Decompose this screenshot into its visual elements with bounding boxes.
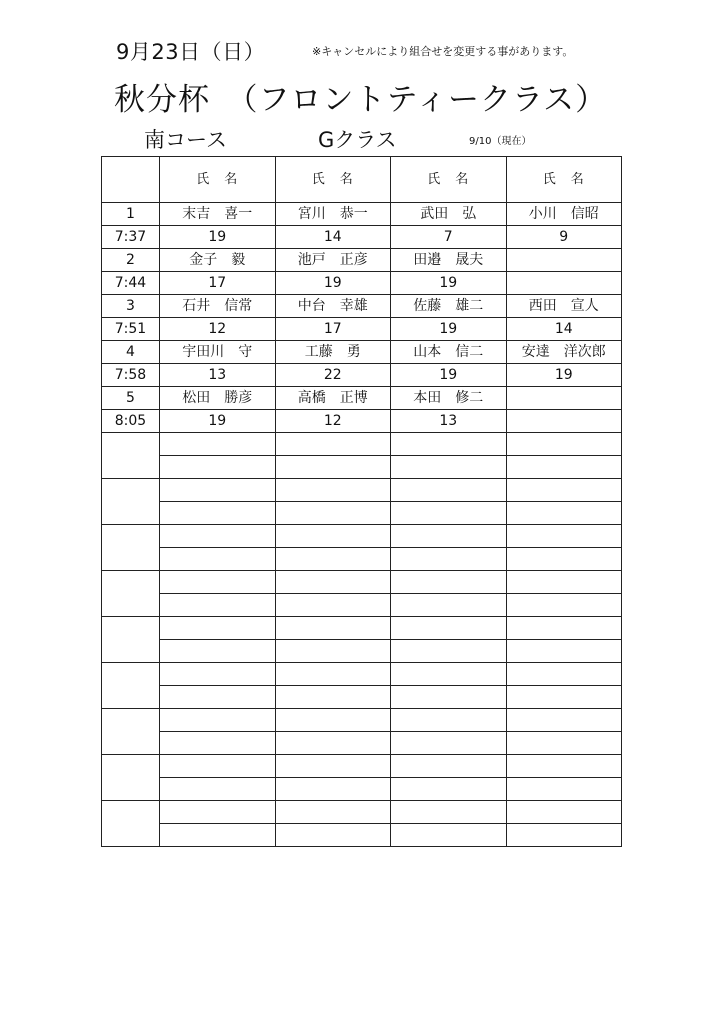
player-handicap: 14 xyxy=(275,226,391,249)
group-name-row xyxy=(102,709,622,732)
player-handicap xyxy=(506,272,622,295)
group-name-row xyxy=(102,341,622,364)
player-handicap xyxy=(160,502,276,525)
group-name-row xyxy=(102,203,622,226)
group-name-row xyxy=(102,525,622,548)
player-handicap xyxy=(275,594,391,617)
player-name xyxy=(391,433,507,456)
tee-time xyxy=(102,548,160,571)
player-name xyxy=(506,479,622,502)
group-number: 3 xyxy=(102,295,160,318)
player-name: 安達 洋次郎 xyxy=(506,341,622,364)
player-name xyxy=(391,617,507,640)
tee-time xyxy=(102,502,160,525)
header-row xyxy=(102,157,622,203)
group-number xyxy=(102,571,160,594)
player-name xyxy=(275,663,391,686)
player-handicap xyxy=(275,640,391,663)
player-handicap: 13 xyxy=(391,410,507,433)
name-header: 氏 名 xyxy=(506,157,622,203)
player-name xyxy=(160,709,276,732)
player-name xyxy=(275,709,391,732)
group-number xyxy=(102,617,160,640)
player-handicap: 19 xyxy=(275,272,391,295)
player-name: 高橋 正博 xyxy=(275,387,391,410)
group-name-row xyxy=(102,479,622,502)
player-handicap: 19 xyxy=(160,410,276,433)
player-name: 本田 修二 xyxy=(391,387,507,410)
player-handicap xyxy=(275,686,391,709)
player-handicap xyxy=(506,640,622,663)
player-name xyxy=(391,709,507,732)
player-name xyxy=(275,617,391,640)
player-name xyxy=(391,801,507,824)
player-handicap: 7 xyxy=(391,226,507,249)
name-header: 氏 名 xyxy=(391,157,507,203)
group-number xyxy=(102,663,160,686)
group-handicap-row xyxy=(102,824,622,847)
group-number xyxy=(102,525,160,548)
player-handicap: 9 xyxy=(506,226,622,249)
group-handicap-row xyxy=(102,502,622,525)
player-handicap: 14 xyxy=(506,318,622,341)
player-handicap xyxy=(160,640,276,663)
event-date: 9月23日（日） xyxy=(116,40,266,64)
name-header: 氏 名 xyxy=(275,157,391,203)
player-name: 池戸 正彦 xyxy=(275,249,391,272)
player-handicap xyxy=(506,548,622,571)
player-name xyxy=(506,755,622,778)
player-name: 小川 信昭 xyxy=(506,203,622,226)
player-handicap: 12 xyxy=(275,410,391,433)
player-name: 中台 幸雄 xyxy=(275,295,391,318)
group-handicap-row xyxy=(102,410,622,433)
player-name xyxy=(160,433,276,456)
group-handicap-row xyxy=(102,686,622,709)
course-name: 南コース xyxy=(144,128,227,152)
group-handicap-row xyxy=(102,318,622,341)
player-name xyxy=(391,755,507,778)
tee-time xyxy=(102,824,160,847)
group-handicap-row xyxy=(102,364,622,387)
tee-time: 7:58 xyxy=(102,364,160,387)
tee-time xyxy=(102,640,160,663)
player-handicap xyxy=(506,824,622,847)
player-name xyxy=(275,571,391,594)
player-handicap xyxy=(506,686,622,709)
group-handicap-row xyxy=(102,778,622,801)
player-name: 西田 宣人 xyxy=(506,295,622,318)
player-handicap xyxy=(275,456,391,479)
player-name: 金子 毅 xyxy=(160,249,276,272)
player-handicap: 19 xyxy=(160,226,276,249)
player-handicap: 12 xyxy=(160,318,276,341)
tee-time xyxy=(102,732,160,755)
group-name-row xyxy=(102,295,622,318)
player-name: 石井 信常 xyxy=(160,295,276,318)
player-name xyxy=(160,663,276,686)
player-name: 宇田川 守 xyxy=(160,341,276,364)
player-name xyxy=(275,433,391,456)
player-handicap: 19 xyxy=(506,364,622,387)
player-handicap xyxy=(275,824,391,847)
player-handicap xyxy=(391,824,507,847)
player-handicap xyxy=(160,824,276,847)
player-handicap xyxy=(506,410,622,433)
player-handicap xyxy=(275,548,391,571)
player-name xyxy=(506,709,622,732)
player-handicap: 19 xyxy=(391,272,507,295)
player-handicap xyxy=(160,456,276,479)
player-handicap xyxy=(391,502,507,525)
class-name: Gクラス xyxy=(318,128,397,152)
player-handicap xyxy=(160,594,276,617)
group-name-row xyxy=(102,801,622,824)
tee-time xyxy=(102,594,160,617)
player-name xyxy=(391,571,507,594)
player-handicap xyxy=(506,594,622,617)
group-number xyxy=(102,433,160,456)
player-name: 武田 弘 xyxy=(391,203,507,226)
player-handicap xyxy=(391,594,507,617)
player-handicap xyxy=(506,732,622,755)
player-name xyxy=(391,479,507,502)
player-name: 末吉 喜一 xyxy=(160,203,276,226)
tee-time xyxy=(102,778,160,801)
player-handicap xyxy=(391,732,507,755)
group-name-row xyxy=(102,433,622,456)
player-handicap xyxy=(391,778,507,801)
player-name xyxy=(160,801,276,824)
player-name xyxy=(275,801,391,824)
player-handicap xyxy=(160,548,276,571)
group-name-row xyxy=(102,249,622,272)
player-name: 工藤 勇 xyxy=(275,341,391,364)
group-number: 5 xyxy=(102,387,160,410)
group-name-row xyxy=(102,663,622,686)
player-handicap xyxy=(275,502,391,525)
tee-time xyxy=(102,456,160,479)
player-name xyxy=(160,525,276,548)
group-name-row xyxy=(102,755,622,778)
player-handicap: 17 xyxy=(275,318,391,341)
group-number xyxy=(102,801,160,824)
group-handicap-row xyxy=(102,548,622,571)
cancellation-note: ※キャンセルにより組合せを変更する事があります。 xyxy=(312,45,574,58)
player-handicap xyxy=(506,778,622,801)
player-handicap xyxy=(391,640,507,663)
player-name xyxy=(506,249,622,272)
player-handicap: 22 xyxy=(275,364,391,387)
player-name xyxy=(160,571,276,594)
player-name: 佐藤 雄二 xyxy=(391,295,507,318)
pairing-table xyxy=(101,156,622,847)
player-name xyxy=(160,479,276,502)
player-name xyxy=(275,525,391,548)
tee-time: 7:44 xyxy=(102,272,160,295)
player-handicap xyxy=(506,456,622,479)
player-name xyxy=(506,663,622,686)
player-name xyxy=(506,617,622,640)
group-number: 4 xyxy=(102,341,160,364)
group-number xyxy=(102,479,160,502)
group-number xyxy=(102,755,160,778)
player-name xyxy=(275,755,391,778)
player-handicap xyxy=(391,686,507,709)
player-name: 松田 勝彦 xyxy=(160,387,276,410)
player-name xyxy=(160,755,276,778)
player-handicap xyxy=(391,456,507,479)
player-handicap: 17 xyxy=(160,272,276,295)
player-handicap: 13 xyxy=(160,364,276,387)
player-name xyxy=(160,617,276,640)
tee-time: 8:05 xyxy=(102,410,160,433)
player-handicap xyxy=(160,686,276,709)
player-handicap: 19 xyxy=(391,318,507,341)
player-handicap xyxy=(160,732,276,755)
player-name xyxy=(506,801,622,824)
player-handicap xyxy=(160,778,276,801)
player-handicap xyxy=(391,548,507,571)
group-name-row xyxy=(102,387,622,410)
group-handicap-row xyxy=(102,732,622,755)
player-handicap xyxy=(506,502,622,525)
group-number: 2 xyxy=(102,249,160,272)
player-name xyxy=(506,387,622,410)
player-name xyxy=(506,433,622,456)
player-name xyxy=(506,525,622,548)
group-handicap-row xyxy=(102,272,622,295)
player-name xyxy=(391,663,507,686)
player-name: 山本 信二 xyxy=(391,341,507,364)
group-handicap-row xyxy=(102,456,622,479)
player-handicap xyxy=(275,778,391,801)
group-number: 1 xyxy=(102,203,160,226)
group-name-row xyxy=(102,617,622,640)
player-handicap: 19 xyxy=(391,364,507,387)
group-handicap-row xyxy=(102,640,622,663)
tee-time xyxy=(102,686,160,709)
player-name xyxy=(391,525,507,548)
player-name xyxy=(506,571,622,594)
player-name: 田邉 晟夫 xyxy=(391,249,507,272)
player-name xyxy=(275,479,391,502)
tournament-title: 秋分杯 （フロントティークラス） xyxy=(114,82,608,118)
group-handicap-row xyxy=(102,226,622,249)
player-name: 宮川 恭一 xyxy=(275,203,391,226)
as-of-date: 9/10（現在） xyxy=(469,136,532,147)
header-blank-cell xyxy=(102,157,160,203)
tee-time: 7:37 xyxy=(102,226,160,249)
group-number xyxy=(102,709,160,732)
name-header: 氏 名 xyxy=(160,157,276,203)
group-handicap-row xyxy=(102,594,622,617)
tee-time: 7:51 xyxy=(102,318,160,341)
player-handicap xyxy=(275,732,391,755)
group-name-row xyxy=(102,571,622,594)
